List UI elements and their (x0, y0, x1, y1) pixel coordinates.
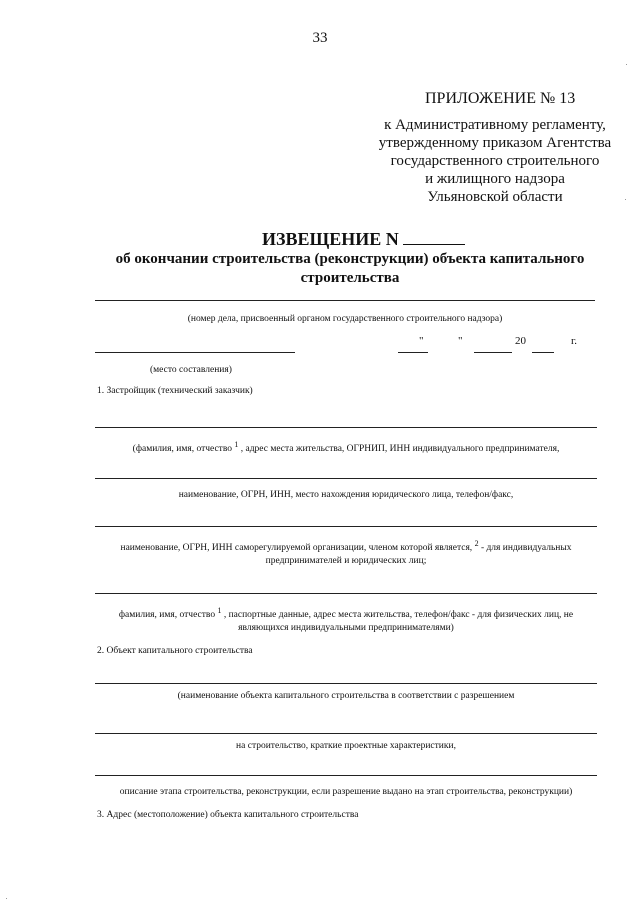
developer-field-3[interactable] (95, 526, 597, 527)
footnote-ref: 1 (217, 606, 222, 615)
caption-text: наименование, ОГРН, ИНН саморегулируемой организации, членом которой является, (120, 543, 473, 554)
footnote-ref: 2 (474, 539, 479, 548)
date-day-field[interactable] (398, 352, 428, 353)
subtitle-line: об окончании строительства (реконструкции) объекта капитального (115, 251, 585, 267)
scan-artifact (626, 64, 627, 65)
section1-heading: 1. Застройщик (технический заказчик) (97, 386, 253, 396)
section2-heading: 2. Объект капитального строительства (97, 646, 253, 656)
caption-text: - для индивидуальных (480, 543, 572, 554)
object-field-3[interactable] (95, 775, 597, 776)
appendix-label: ПРИЛОЖЕНИЕ № 13 (425, 90, 576, 107)
caption-text: являющихся индивидуальными предпринимателями) (238, 623, 454, 634)
date-close-quote: " (458, 335, 463, 347)
basis-line: государственного строительного (390, 153, 600, 169)
section2-caption-b: на строительство, краткие проектные характеристики, (236, 741, 456, 751)
caption-text: фамилия, имя, отчество (118, 610, 216, 621)
section1-caption-d (95, 604, 597, 635)
section1-caption-a (95, 438, 597, 456)
caption-text: предпринимателей и юридических лиц; (265, 556, 427, 567)
developer-field-2[interactable] (95, 478, 597, 479)
date-open-quote: " (419, 335, 424, 347)
date-year-field[interactable] (532, 352, 554, 353)
basis-line: к Административному регламенту, (384, 117, 606, 133)
section2-caption-c: описание этапа строительства, реконструкции, если разрешение выдано на этап строительства, реконструкции) (119, 787, 573, 797)
object-field-2[interactable] (95, 733, 597, 734)
case-number-field[interactable] (95, 300, 595, 301)
date-year-suffix: г. (571, 335, 578, 347)
subtitle-line: строительства (300, 270, 400, 286)
document-title (262, 229, 465, 250)
scan-artifact (625, 199, 626, 200)
title-text: ИЗВЕЩЕНИЕ N (262, 229, 399, 249)
place-caption: (место составления) (150, 365, 232, 375)
appendix-basis (360, 116, 630, 206)
basis-line: и жилищного надзора (425, 171, 565, 187)
section3-heading: 3. Адрес (местоположение) объекта капитального строительства (97, 810, 359, 820)
date-month-field[interactable] (474, 352, 512, 353)
section1-caption-c (95, 537, 597, 568)
caption-text: , паспортные данные, адрес места жительства, телефон/факс - для физических лиц, не (223, 610, 574, 621)
case-number-caption: (номер дела, присвоенный органом государственного строительного надзора) (187, 314, 503, 324)
basis-line: Ульяновской области (427, 189, 563, 205)
notice-number-blank[interactable] (403, 230, 465, 245)
footnote-ref: 1 (234, 440, 239, 449)
date-year-prefix: 20 (515, 335, 526, 347)
scan-artifact (6, 898, 7, 899)
basis-line: утвержденному приказом Агентства (378, 135, 612, 151)
caption-text: (фамилия, имя, отчество (132, 444, 232, 455)
document-subtitle (100, 250, 600, 288)
place-field[interactable] (95, 352, 295, 353)
section1-caption-b: наименование, ОГРН, ИНН, место нахождения юридического лица, телефон/факс, (178, 490, 514, 500)
caption-text: , адрес места жительства, ОГРНИП, ИНН индивидуального предпринимателя, (240, 444, 560, 455)
page-number: 33 (312, 30, 328, 46)
developer-field-1[interactable] (95, 427, 597, 428)
developer-field-4[interactable] (95, 593, 597, 594)
section2-caption-a: (наименование объекта капитального строительства в соответствии с разрешением (177, 691, 515, 701)
object-field-1[interactable] (95, 683, 597, 684)
